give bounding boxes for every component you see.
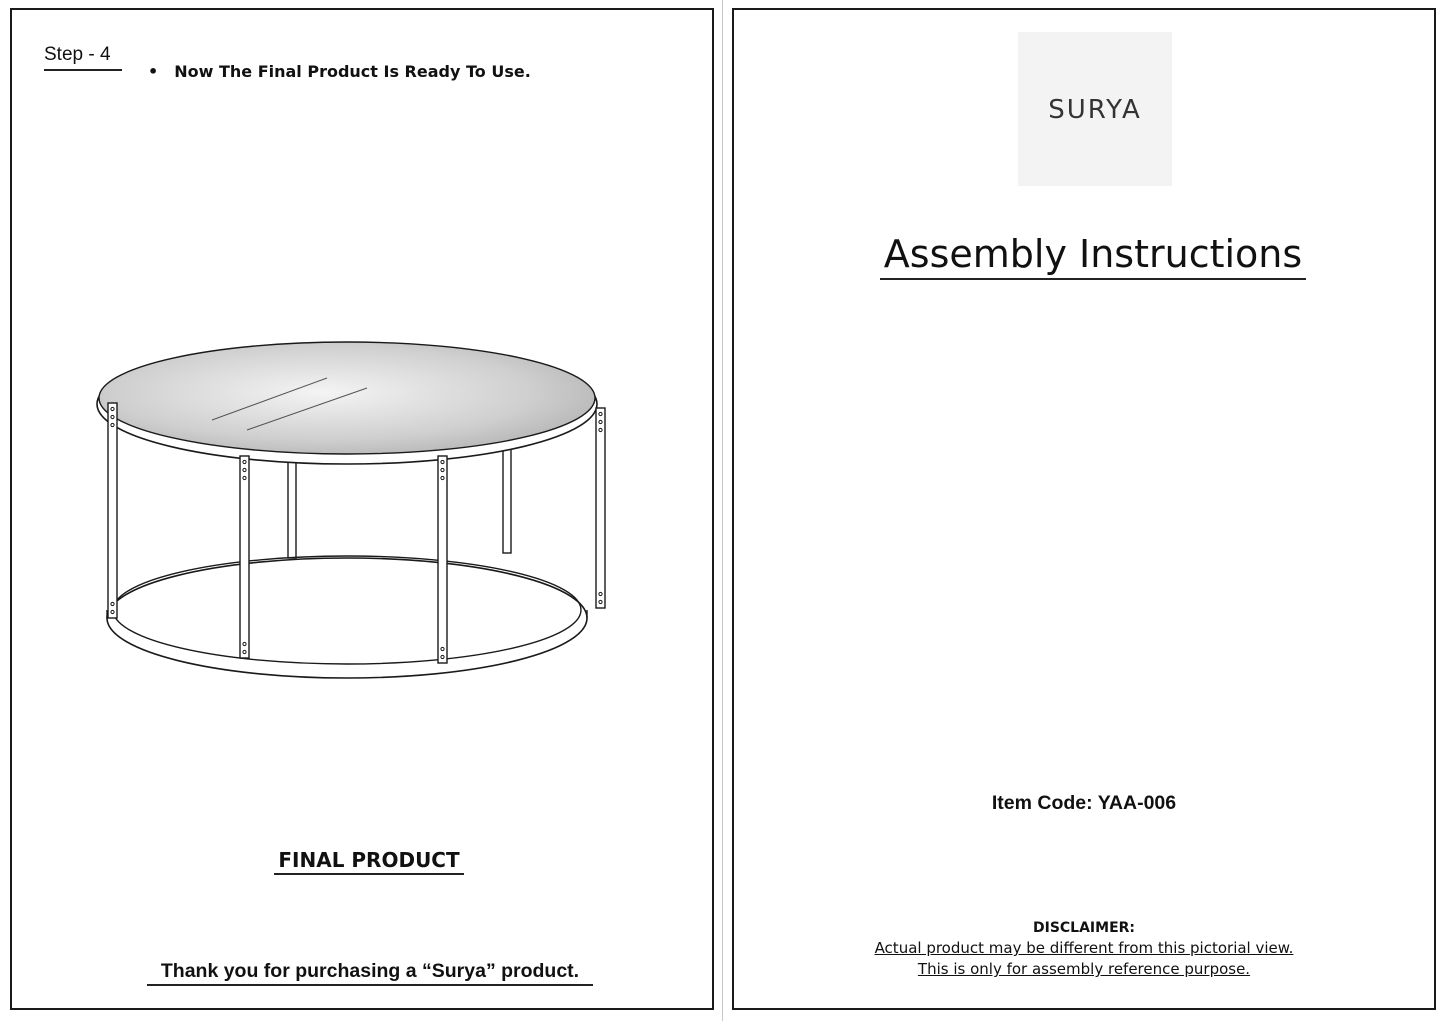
final-product-caption: FINAL PRODUCT <box>274 848 464 875</box>
disclaimer-line-2: This is only for assembly reference purpose. <box>917 960 1251 978</box>
item-code: Item Code: YAA-006 <box>991 792 1177 814</box>
base-ring-inner <box>113 556 581 664</box>
table-leg <box>108 403 117 618</box>
page-gutter <box>722 0 723 1021</box>
logo-text: SURYA <box>1048 95 1142 125</box>
surya-logo <box>1018 32 1172 186</box>
sun-logo-icon <box>1018 32 1172 186</box>
base-ring-outer <box>107 558 587 678</box>
table-illustration-icon <box>92 328 632 688</box>
bullet-icon: • <box>148 62 159 81</box>
table-leg <box>503 446 511 553</box>
glass-top <box>99 342 595 454</box>
page-title: Assembly Instructions <box>880 232 1306 280</box>
table-leg <box>438 456 447 663</box>
table-leg <box>240 456 249 658</box>
thank-you-note: Thank you for purchasing a “Surya” product. <box>147 960 593 986</box>
left-page <box>10 8 714 1010</box>
table-leg <box>288 458 296 558</box>
step-label: Step - 4 <box>44 44 122 71</box>
disclaimer-heading: DISCLAIMER: <box>1032 920 1136 936</box>
table-leg <box>596 408 605 608</box>
step-instruction-text: Now The Final Product Is Ready To Use. <box>174 62 531 81</box>
step-instruction <box>148 62 531 81</box>
right-page <box>732 8 1436 1010</box>
disclaimer-line-1: Actual product may be different from this pictorial view. <box>874 939 1294 957</box>
